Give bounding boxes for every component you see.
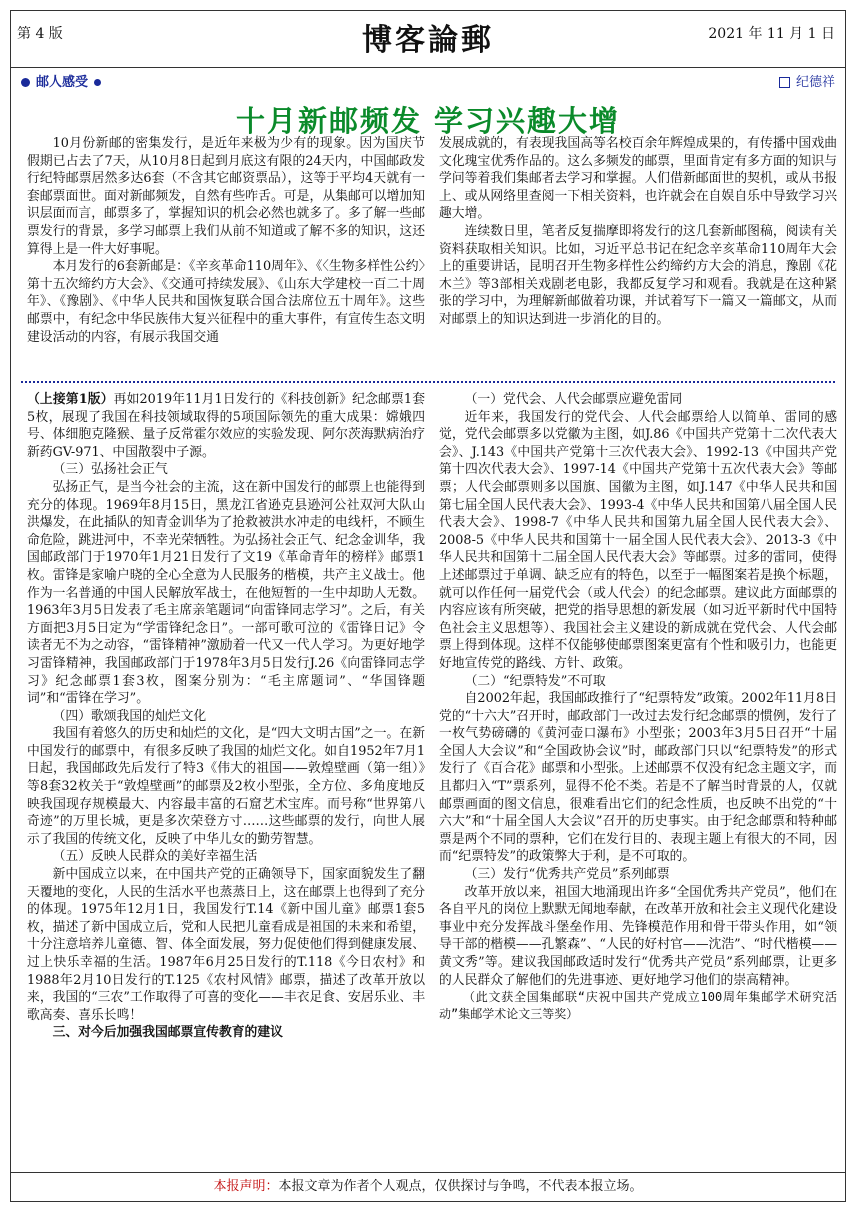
subheading: （三）弘扬社会正气 [52, 462, 168, 478]
disclaimer-footer [11, 1172, 845, 1201]
article-intro-right [439, 135, 837, 375]
newspaper-brand: 博客論郵 [362, 23, 494, 58]
paragraph: 自2002年起，我国邮政推行了“纪票特发”政策。2002年11月8日党的“十六大”召开时，邮政部门一改过去发行纪念邮票的惯例，发行了一枚气势磅礴的《黄河壶口瀑布》小型张；2003年3月5日召开“十届全国人大会议”和“全国政协会议”时，邮政部门只以“纪票特发”的形式发行了《百合花》邮票和小型张。上述邮票不仅没有纪念主题文字，而且都归入“T”票系列，显得不伦不类。若是不了解当时背景的人，仅就邮票画面的图文信息，很难看出它们的纪念性质，也反映不出党的“十六大”和“十届全国人大会议”召开的历史事实。由于纪念邮票和特种邮票是两个不同的票种，它们在发行目的、表现主题上有很大的不同，因而“纪票特发”的政策弊大于利，是不可取的。 [439, 691, 837, 865]
disclaimer-label: 本报声明： [213, 1179, 279, 1194]
paragraph: 新中国成立以来，在中国共产党的正确领导下，国家面貌发生了翻天覆地的变化，人民的生活水平也蒸蒸日上，这在邮票上也得到了充分的体现。1975年12月1日，我国发行T.14《新中国儿童》邮票1套5枚，描述了新中国成立后，党和人民把儿童看成是祖国的未来和希望，十分注意培养儿童德、智、体全面发展，努力促使他们得到健康发展、过上快乐幸福的生活。1987年6月25日发行的T.118《今日农村》和1988年2月10日发行的T.125《农村风情》邮票，描述了改革开放以来，我国的“三农”工作取得了可喜的变化——丰衣足食、安居乐业、丰歌高奏、喜乐长鸣！ [27, 867, 425, 1023]
section-divider [21, 381, 835, 383]
issue-date: 2021 年 11 月 1 日 [708, 26, 835, 42]
section-heading: 三、对今后加强我国邮票宣传教育的建议 [52, 1025, 283, 1041]
paragraph: 我国有着悠久的历史和灿烂的文化，是“四大文明古国”之一。在新中国发行的邮票中，有很多反映了我国的灿烂文化。如自1952年7月1日起，我国邮政先后发行了特3《伟大的祖国——敦煌壁画（第一组）》等8套32枚关于“敦煌壁画”的邮票及2枚小型张，全方位、多角度地反映我国现存规模最大、内容最丰富的石窟艺术宝库。而号称“世界第八奇迹”的万里长城，更是多次荣登方寸……这些邮票的发行，向世人展示了我国的传统文化，反映了中华儿女的勤劳智慧。 [27, 726, 425, 847]
masthead [11, 11, 845, 68]
subheading: （三）发行“优秀共产党员”系列邮票 [464, 867, 670, 883]
subheading: （二）“纪票特发”不可取 [464, 673, 606, 689]
paragraph: 近年来，我国发行的党代会、人代会邮票给人以简单、雷同的感觉，党代会邮票多以党徽为主图，如J.86《中国共产党第十二次代表大会》、J.143《中国共产党第十三次代表大会》、1992-13《中国共产党第十四次代表大会》、1997-14《中国共产党第十五次代表大会》等邮票；人代会邮票则多以国旗、国徽为主图，如J.147《中华人民共和国第七届全国人民代表大会》、1993-4《中华人民共和国第八届全国人民代表大会》、1998-7《中华人民共和国第九届全国人民代表大会》、2008-5《中华人民共和国第十一届全国人民代表大会》、2013-3《中华人民共和国第十二届全国人民代表大会》等邮票。过多的雷同，使得上述邮票过于单调、缺乏应有的特色，以至于一幅图案若是换个标题，就可以作任何一届党代会（或人代会）的纪念邮票。建议此方面邮票的内容应该有所突破，把党的指导思想的新发展（如习近平新时代中国特色社会主义思想等）、我国社会主义建设的新成就在党代会、人代会邮票上得到体现。这样不仅能够使邮票图案更富有个性和吸引力，也能更好地宣传党的路线、方针、政策。 [439, 409, 837, 671]
article-headline: 十月新邮频发 学习兴趣大增 [235, 104, 621, 138]
paragraph: （上接第1版）再如2019年11月1日发行的《科技创新》纪念邮票1套5枚，展现了我国在科技领域取得的5项国际领先的重大成果：嫦娥四号、体细胞克隆猴、量子反常霍尔效应的实验发现、阿尔茨海默病治疗新药GV-971、中国散裂中子源。 [27, 392, 425, 460]
paragraph: 发展成就的，有表现我国高等名校百余年辉煌成果的，有传播中国戏曲文化瑰宝优秀作品的。这么多频发的邮票，里面肯定有多方面的知识与学问等着我们集邮者去学习和掌握。人们借新邮面世的契机，或从书报上、或从网络里查阅一下相关资料，也许就会在自娱自乐中导致学习兴趣大增。 [439, 136, 837, 222]
award-note: （此文获全国集邮联“庆祝中国共产党成立100周年集邮学术研究活动”集邮学术论文三等奖） [439, 990, 837, 1022]
subheading: （五）反映人民群众的美好幸福生活 [52, 849, 258, 865]
bullet-icon [94, 79, 101, 86]
paragraph: 本月发行的6套新邮是：《辛亥革命110周年》、《〈生物多样性公约〉第十五次缔约方大会》、《交通可持续发展》、《山东大学建校一百二十周年》、《豫剧》、《中华人民共和国恢复联合国合法席位五十周年》。这些邮票中，有纪念中华民族伟大复兴征程中的重大事件，有宣传生态文明建设活动的内容，有展示我国交通 [27, 259, 425, 345]
subheading: （一）党代会、人代会邮票应避免雷同 [464, 392, 683, 407]
disclaimer-text: 本报文章为作者个人观点，仅供探讨与争鸣，不代表本报立场。 [278, 1179, 643, 1194]
square-icon [779, 77, 790, 88]
paragraph: 10月份新邮的密集发行，是近年来极为少有的现象。因为国庆节假期已占去了7天，从10月8日起到月底这有限的24天内，中国邮政发行纪特邮票居然多达6套（不含其它邮资票品），这等于平均4天就有一套邮票面世。面对新邮频发，自然有些咋舌。可是，从集邮可以增加知识层面而言，邮票多了，掌握知识的机会必然也就多了。多了解一些邮票发行的背景，多学习邮票上我们从前不知道或了解不多的知识，这还算得上是一件大好事呢。 [27, 136, 425, 257]
continued-label: （上接第1版） [27, 392, 114, 407]
bullet-icon [21, 78, 30, 87]
column-name: 邮人感受 [21, 71, 101, 90]
paragraph: 改革开放以来，祖国大地涌现出许多“全国优秀共产党员”，他们在各自平凡的岗位上默默无闻地奉献，在改革开放和社会主义现代化建设事业中充分发挥战斗堡垒作用、先锋模范作用和骨干带头作用，如“领导干部的楷模——孔繁森”、“人民的好村官——沈浩”、“时代楷模——黄文秀”等。建议我国邮政适时发行“优秀共产党员”系列邮票，让更多的人民群众了解他们的先进事迹、更好地学习他们的崇高精神。 [439, 884, 837, 988]
continued-article-left [27, 391, 425, 1161]
column-bar [11, 71, 845, 93]
continued-article-right [439, 391, 837, 1161]
newspaper-page [10, 10, 846, 1202]
subheading: （四）歌颂我国的灿烂文化 [52, 708, 207, 724]
article-intro-left [27, 135, 425, 375]
paragraph: 连续数日里，笔者反复揣摩即将发行的这几套新邮图稿，阅读有关资料获取相关知识。比如，习近平总书记在纪念辛亥革命110周年大会上的重要讲话，昆明召开生物多样性公约缔约方大会的消息，豫剧《花木兰》等3部相关戏剧老电影，我都反复学习和观看。我就是在这种紧张的学习中，为理解新邮做着功课，并试着写下一篇又一篇邮文，从而对邮票上的知识达到进一步消化的目的。 [439, 223, 837, 327]
edition-number: 第 4 版 [17, 26, 63, 42]
paragraph: 弘扬正气，是当今社会的主流，这在新中国发行的邮票上也能得到充分的体现。1969年8月15日，黑龙江省逊克县逊河公社双河大队山洪爆发，在此插队的知青金训华为了抢救被洪水冲走的电线杆，不顾生命危险，跳进河中，不幸光荣牺牲。为弘扬社会正气、纪念金训华，我国邮政部门于1970年1月21日发行了文19《革命青年的榜样》邮票1枚。雷锋是家喻户晓的全心全意为人民服务的楷模，共产主义战士。他作为一名普通的中国人民解放军战士，在他短暂的一生中却助人无数。1963年3月5日发表了毛主席亲笔题词“向雷锋同志学习”。之后，有关方面把3月5日定为“学雷锋纪念日”。一部可歌可泣的《雷锋日记》令读者无不为之动容，“雷锋精神”激励着一代又一代人学习。为更好地学习雷锋精神，我国邮政部门于1978年3月5日发行J.26《向雷锋同志学习》纪念邮票1套3枚，图案分别为：“毛主席题词”、“华国锋题词”和“雷锋在学习”。 [27, 479, 425, 707]
author-byline: 纪德祥 [779, 71, 835, 90]
